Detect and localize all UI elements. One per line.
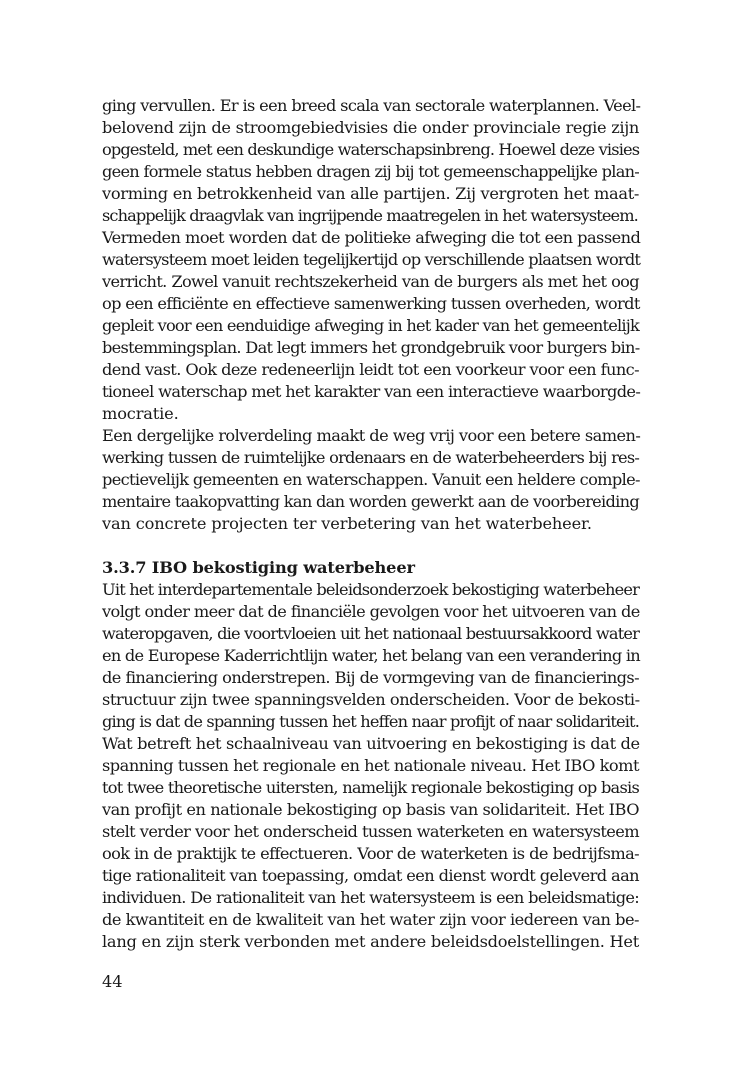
body-text-line: bestemmingsplan. Dat legt immers het grondgebruik voor burgers bin- [102, 338, 640, 357]
body-text-line: tioneel waterschap met het karakter van een interactieve waarborgde- [102, 382, 641, 401]
body-text-line: tige rationaliteit van toepassing, omdat een dienst wordt geleverd aan [102, 866, 639, 885]
body-text-line: ging is dat de spanning tussen het heffen naar profijt of naar solidariteit. [102, 712, 639, 731]
body-text-line: belovend zijn de stroomgebiedvisies die onder provinciale regie zijn [102, 118, 639, 137]
body-text-line: geen formele status hebben dragen zij bij tot gemeenschappelijke plan- [102, 162, 639, 181]
body-text-line: tot twee theoretische uitersten, namelijk regionale bekostiging op basis [102, 778, 639, 797]
body-text-line: structuur zijn twee spanningsvelden onderscheiden. Voor de bekosti- [102, 690, 640, 709]
body-text-line: Wat betreft het schaalniveau van uitvoering en bekostiging is dat de [102, 734, 640, 753]
body-text-line: watersysteem moet leiden tegelijkertijd op verschillende plaatsen wordt [102, 250, 641, 269]
body-text-line: mentaire taakopvatting kan dan worden gewerkt aan de voorbereiding [102, 492, 639, 511]
body-text-line: mocratie. [102, 404, 179, 423]
body-text-line: vorming en betrokkenheid van alle partijen. Zij vergroten het maat- [102, 184, 640, 203]
body-text-line: gepleit voor een eenduidige afweging in het kader van het gemeentelijk [102, 316, 639, 335]
body-text-line: van profijt en nationale bekostiging op basis van solidariteit. Het IBO [102, 800, 639, 819]
body-text-line: Vermeden moet worden dat de politieke afweging die tot een passend [102, 228, 641, 247]
body-text-line: wateropgaven, die voortvloeien uit het nationaal bestuursakkoord water [102, 624, 639, 643]
page-number: 44 [102, 972, 123, 991]
body-text-line: schappelijk draagvlak van ingrijpende maatregelen in het watersysteem. [102, 206, 638, 225]
body-text-line: individuen. De rationaliteit van het watersysteem is een beleidsmatige: [102, 888, 639, 907]
body-text-line: ging vervullen. Er is een breed scala van sectorale waterplannen. Veel- [102, 96, 641, 115]
body-text-line: Een dergelijke rolverdeling maakt de weg vrij voor een betere samen- [102, 426, 641, 445]
body-text-line: werking tussen de ruimtelijke ordenaars en de waterbeheerders bij res- [102, 448, 639, 467]
body-text-line: en de Europese Kaderrichtlijn water, het belang van een verandering in [102, 646, 640, 665]
body-text-line: van concrete projecten ter verbetering van het waterbeheer. [102, 514, 592, 533]
body-text-line: de kwantiteit en de kwaliteit van het water zijn voor iedereen van be- [102, 910, 639, 929]
body-text-line: dend vast. Ook deze redeneerlijn leidt tot een voorkeur voor een func- [102, 360, 639, 379]
body-text-line: spanning tussen het regionale en het nationale niveau. Het IBO komt [102, 756, 639, 775]
body-text-line: Uit het interdepartementale beleidsonderzoek bekostiging waterbeheer [102, 580, 640, 599]
body-text-line: ook in de praktijk te effectueren. Voor de waterketen is de bedrijfsma- [102, 844, 639, 863]
body-text-line: opgesteld, met een deskundige waterschapsinbreng. Hoewel deze visies [102, 140, 640, 159]
body-text-line: volgt onder meer dat de financiële gevolgen voor het uitvoeren van de [102, 602, 640, 621]
body-text-line: verricht. Zowel vanuit rechtszekerheid van de burgers als met het oog [102, 272, 639, 291]
body-text-line: lang en zijn sterk verbonden met andere beleidsdoelstellingen. Het [102, 932, 639, 951]
body-text-line: pectievelijk gemeenten en waterschappen. Vanuit een heldere comple- [102, 470, 640, 489]
body-text-line: de financiering onderstrepen. Bij de vormgeving van de financierings- [102, 668, 639, 687]
body-text-line: stelt verder voor het onderscheid tussen waterketen en watersysteem [102, 822, 639, 841]
section-heading: 3.3.7 IBO bekostiging waterbeheer [102, 558, 415, 577]
body-text-line: op een efficiënte en effectieve samenwerking tussen overheden, wordt [102, 294, 640, 313]
